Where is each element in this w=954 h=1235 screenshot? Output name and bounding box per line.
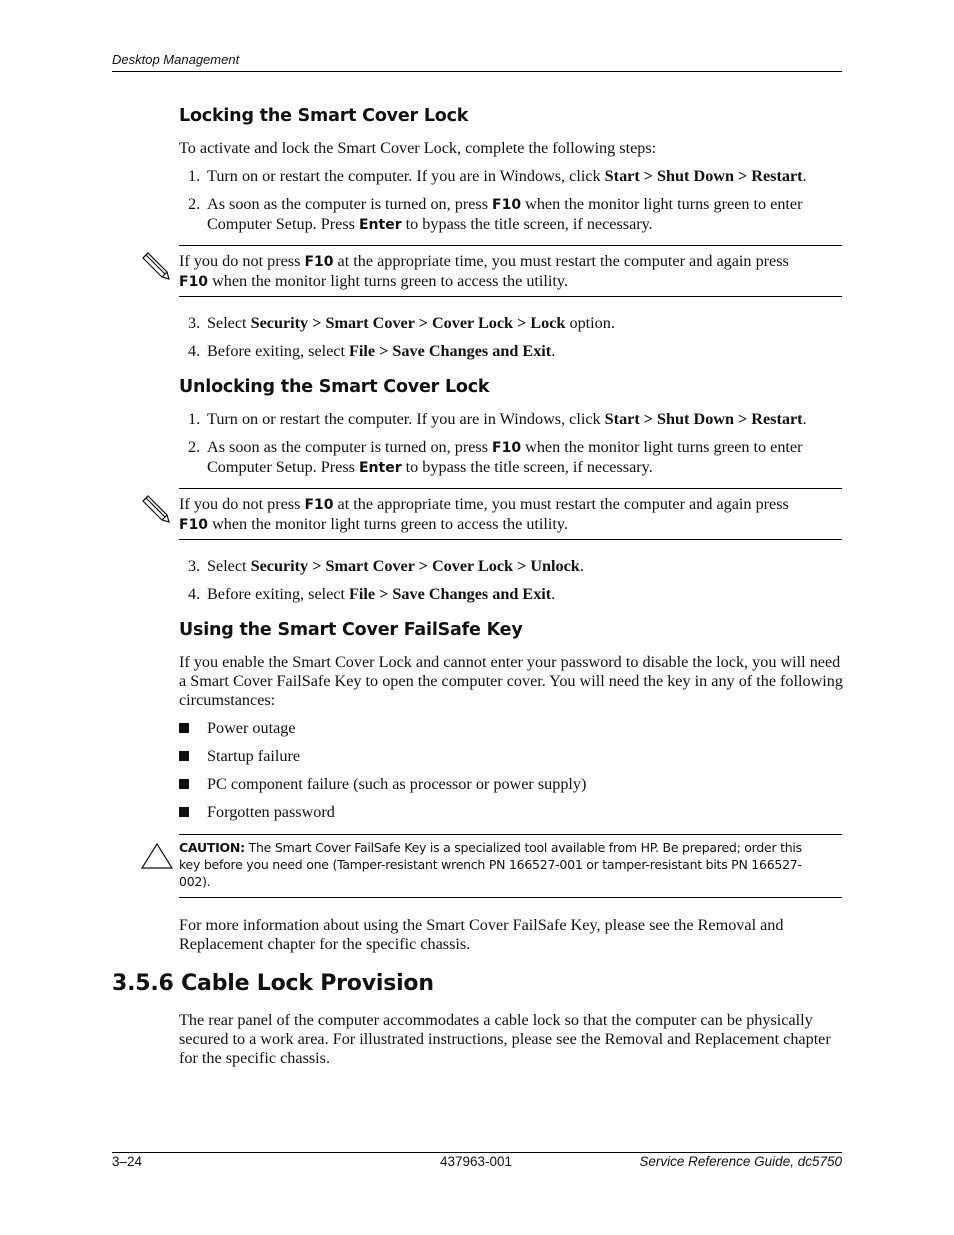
note-rule-bottom xyxy=(179,296,842,297)
locking-step-3 xyxy=(188,314,844,333)
running-head: Desktop Management xyxy=(112,52,240,67)
failsafe-intro: If you enable the Smart Cover Lock and cannot enter your password to disable the lock, you will need a Smart Cover FailSafe Key to open the computer cover. You will need the key in any of the following circumstances: xyxy=(179,653,843,709)
note-rule-top xyxy=(179,488,842,489)
step-text: Select xyxy=(207,557,251,575)
menu-path: Security > Smart Cover > Cover Lock > Unlock xyxy=(250,557,580,575)
step-text: . xyxy=(551,342,556,360)
key-f10: F10 xyxy=(492,197,522,213)
menu-path: Start > Shut Down > Restart xyxy=(604,410,803,428)
caution-box xyxy=(179,839,819,890)
cable-lock-body: The rear panel of the computer accommodates a cable lock so that the computer can be physically secured to a work area. For illustrated instructions, please see the Removal and Replacement chapter for the specific chassis. xyxy=(179,1011,831,1067)
note-text: at the appropriate time, you must restart the computer and again press xyxy=(333,252,789,270)
note-text: at the appropriate time, you must restart the computer and again press xyxy=(333,495,789,513)
locking-step-4 xyxy=(188,342,844,361)
step-text: . xyxy=(802,410,807,428)
key-f10: F10 xyxy=(492,440,522,456)
note-rule-bottom xyxy=(179,539,842,540)
step-number: 3. xyxy=(188,314,201,332)
unlocking-step-1 xyxy=(188,410,844,429)
key-f10: F10 xyxy=(304,497,334,513)
step-text: to bypass the title screen, if necessary. xyxy=(401,458,653,476)
heading-locking: Locking the Smart Cover Lock xyxy=(179,106,469,126)
page-number: 3–24 xyxy=(112,1154,143,1169)
note-text: If you do not press xyxy=(179,495,305,513)
step-text: Before exiting, select xyxy=(207,342,350,360)
footer-title: Service Reference Guide, dc5750 xyxy=(639,1154,842,1169)
caution-triangle-icon xyxy=(140,842,174,870)
step-text: As soon as the computer is turned on, press xyxy=(207,438,493,456)
unlocking-step-2 xyxy=(188,438,844,478)
failsafe-more-info: For more information about using the Smart Cover FailSafe Key, please see the Removal and Replacement chapter for the specific chassis. xyxy=(179,916,784,953)
list-item xyxy=(179,775,586,794)
menu-path: Start > Shut Down > Restart xyxy=(604,167,803,185)
key-f10: F10 xyxy=(304,254,334,270)
heading-cable-lock: 3.5.6 Cable Lock Provision xyxy=(112,971,434,996)
step-number: 4. xyxy=(188,342,201,360)
step-text: . xyxy=(551,585,556,603)
step-text: . xyxy=(802,167,807,185)
list-item-text: Startup failure xyxy=(207,747,301,765)
step-text: Turn on or restart the computer. If you are in Windows, click xyxy=(207,167,605,185)
footer-rule xyxy=(112,1152,842,1153)
step-text: Turn on or restart the computer. If you are in Windows, click xyxy=(207,410,605,428)
unlocking-note xyxy=(179,495,844,534)
menu-path: File > Save Changes and Exit xyxy=(349,342,552,360)
locking-intro: To activate and lock the Smart Cover Lock, complete the following steps: xyxy=(179,139,657,157)
heading-unlocking: Unlocking the Smart Cover Lock xyxy=(179,377,490,397)
step-number: 2. xyxy=(188,195,201,213)
note-text: when the monitor light turns green to access the utility. xyxy=(208,271,568,290)
bullet-square-icon xyxy=(179,807,189,817)
caution-rule-bottom xyxy=(179,897,842,898)
step-text: . xyxy=(579,557,584,575)
key-enter: Enter xyxy=(358,217,402,233)
bullet-square-icon xyxy=(179,751,189,761)
locking-step-2 xyxy=(188,195,844,235)
note-pencil-icon xyxy=(140,495,174,525)
list-item-text: Power outage xyxy=(207,719,296,737)
step-number: 1. xyxy=(188,410,201,428)
step-number: 4. xyxy=(188,585,201,603)
caution-rule-top xyxy=(179,834,842,835)
step-text: option. xyxy=(565,314,615,332)
locking-step-1 xyxy=(188,167,844,186)
list-item-text: Forgotten password xyxy=(207,803,335,821)
note-pencil-icon xyxy=(140,252,174,282)
locking-note xyxy=(179,252,844,291)
list-item xyxy=(179,747,300,766)
step-number: 1. xyxy=(188,167,201,185)
note-rule-top xyxy=(179,245,842,246)
note-text: when the monitor light turns green to access the utility. xyxy=(208,514,568,533)
list-item xyxy=(179,719,296,738)
caution-label: CAUTION: xyxy=(179,840,245,855)
key-f10: F10 xyxy=(179,516,209,533)
list-item-text: PC component failure (such as processor or power supply) xyxy=(207,775,587,793)
menu-path: Security > Smart Cover > Cover Lock > Lock xyxy=(250,314,566,332)
step-text: Before exiting, select xyxy=(207,585,350,603)
step-number: 3. xyxy=(188,557,201,575)
key-enter: Enter xyxy=(358,460,402,476)
unlocking-step-4 xyxy=(188,585,844,604)
key-f10: F10 xyxy=(179,273,209,290)
bullet-square-icon xyxy=(179,779,189,789)
step-text: As soon as the computer is turned on, press xyxy=(207,195,493,213)
bullet-square-icon xyxy=(179,723,189,733)
step-text: Select xyxy=(207,314,251,332)
heading-failsafe: Using the Smart Cover FailSafe Key xyxy=(179,620,523,640)
note-text: If you do not press xyxy=(179,252,305,270)
step-text: when the monitor light turns green to enter Computer Setup. Press xyxy=(207,195,803,233)
list-item xyxy=(179,803,335,822)
step-text: to bypass the title screen, if necessary. xyxy=(401,215,653,233)
unlocking-step-3 xyxy=(188,557,844,576)
doc-number: 437963-001 xyxy=(440,1154,513,1169)
step-text: when the monitor light turns green to enter Computer Setup. Press xyxy=(207,438,803,476)
header-rule xyxy=(112,71,842,72)
step-number: 2. xyxy=(188,438,201,456)
caution-text: The Smart Cover FailSafe Key is a specialized tool available from HP. Be prepared; order this key before you need one (Tamper-resistant wrench PN 166527-001 or tamper-resistant bits PN 166527-002). xyxy=(179,840,802,889)
menu-path: File > Save Changes and Exit xyxy=(349,585,552,603)
